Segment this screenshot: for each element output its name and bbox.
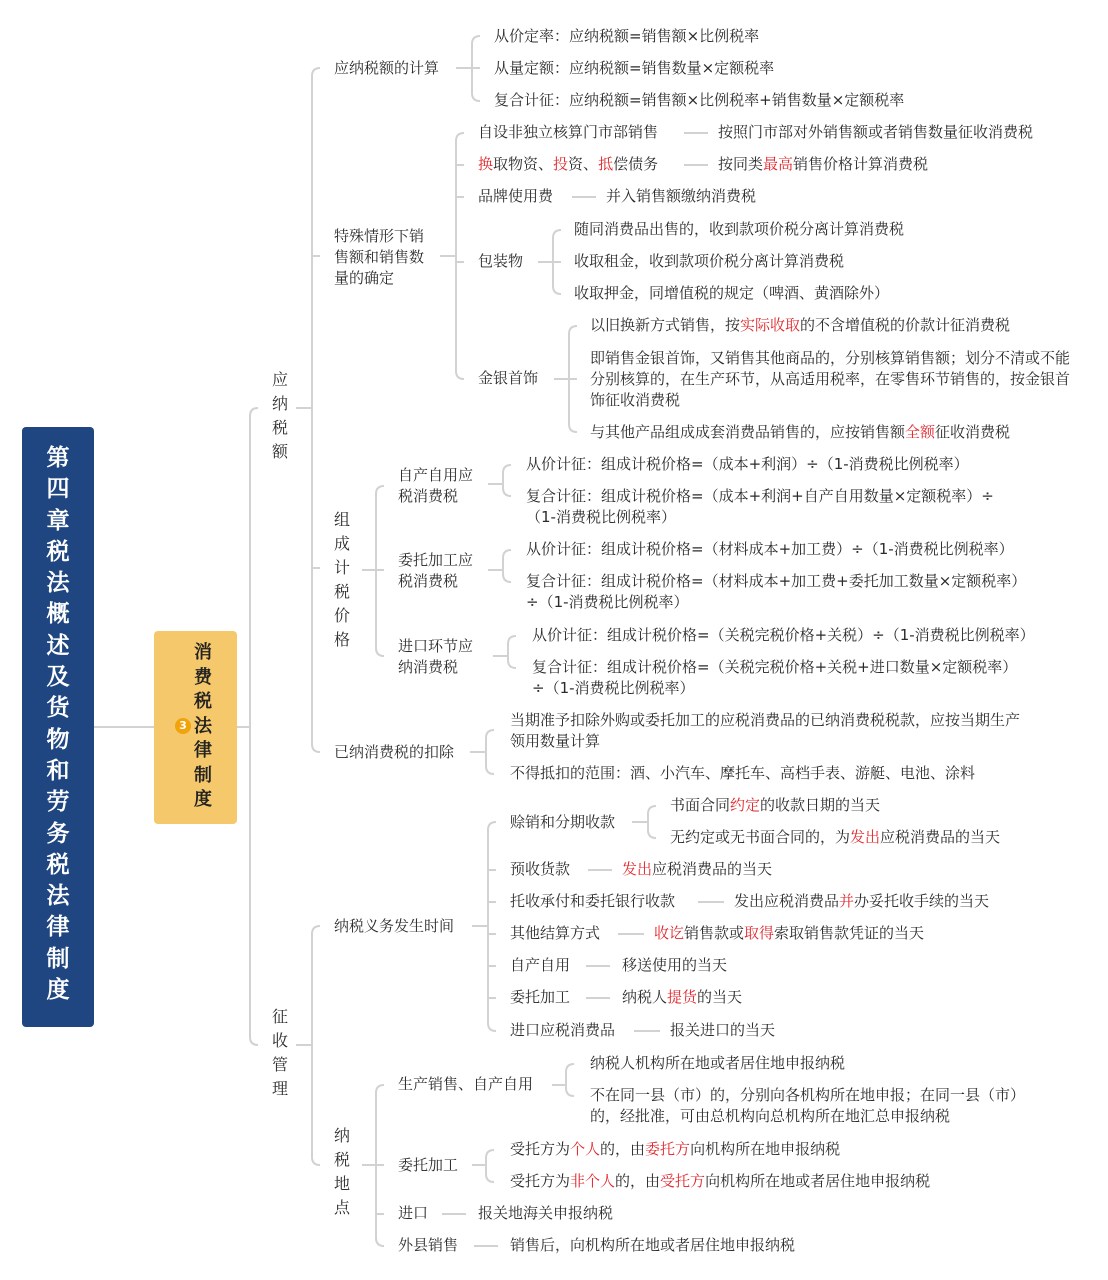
highlight: 最高 <box>763 155 794 173</box>
node-import[interactable]: 进口环节应纳消费税 <box>398 637 474 676</box>
text: 向机构所在地或者居住地申报纳税 <box>705 1172 931 1190</box>
text: 取物资、 <box>493 155 554 173</box>
node-store[interactable]: 自设非独立核算门市部销售 <box>478 123 659 141</box>
node-outside[interactable]: 外县销售 <box>398 1236 459 1254</box>
badge-count: 3 <box>175 718 191 734</box>
node-collection-rule[interactable] <box>734 891 989 912</box>
node-jewelry[interactable]: 金银首饰 <box>478 369 539 387</box>
node-production-item[interactable]: 纳税人机构所在地或者居住地申报纳税 <box>590 1054 846 1072</box>
node-place-import[interactable]: 进口 <box>398 1204 429 1222</box>
highlight: 取得 <box>744 924 775 942</box>
node-place-entrusted-item[interactable] <box>510 1139 840 1160</box>
node-packaging-item[interactable]: 随同消费品出售的，收到款项价税分离计算消费税 <box>574 220 905 238</box>
highlight: 全额 <box>905 423 936 441</box>
text: 偿债务 <box>613 155 659 173</box>
node-packaging[interactable]: 包装物 <box>478 252 524 270</box>
node-timing-entrusted[interactable]: 委托加工 <box>510 988 571 1006</box>
node-import-item[interactable]: 复合计征：组成计税价格=（关税完税价格+关税+进口数量×定额税率）÷（1-消费税比例税率） <box>532 658 1018 697</box>
node-composite[interactable]: 组成计税价格 <box>333 510 350 649</box>
text: 无约定或无书面合同的，为 <box>670 828 851 846</box>
node-entrusted-item[interactable]: 从价计征：组成计税价格=（材料成本+加工费）÷（1-消费税比例税率） <box>526 540 1014 558</box>
node-entrusted[interactable]: 委托加工应税消费税 <box>398 551 474 590</box>
text: 办妥托收手续的当天 <box>854 892 990 910</box>
text: 受托方为 <box>510 1140 571 1158</box>
highlight: 抵 <box>598 155 614 173</box>
node-place[interactable]: 纳税地点 <box>333 1126 350 1217</box>
highlight: 投 <box>553 155 569 173</box>
node-self-use[interactable]: 自产自用应税消费税 <box>398 466 474 505</box>
node-deduction-item[interactable]: 不得抵扣的范围：酒、小汽车、摩托车、高档手表、游艇、电池、涂料 <box>510 764 976 782</box>
node-exchange-rule[interactable] <box>718 154 928 175</box>
text: 发出应税消费品 <box>734 892 840 910</box>
node-timing[interactable]: 纳税义务发生时间 <box>334 917 455 935</box>
node-administration[interactable]: 征收管理 <box>271 1007 288 1098</box>
node-production[interactable]: 生产销售、自产自用 <box>398 1075 534 1093</box>
text: 向机构所在地申报纳税 <box>690 1140 841 1158</box>
text: 以旧换新方式销售，按 <box>590 316 741 334</box>
highlight: 受托方 <box>660 1172 706 1190</box>
highlight: 实际收取 <box>740 316 801 334</box>
text: 的当天 <box>697 988 743 1006</box>
text: 纳税人 <box>622 988 668 1006</box>
node-place-entrusted[interactable]: 委托加工 <box>398 1156 459 1174</box>
highlight: 发出 <box>850 828 881 846</box>
node-self-use-item[interactable]: 复合计征：组成计税价格=（成本+利润+自产自用数量×定额税率）÷（1-消费税比例税率） <box>526 487 994 526</box>
node-jewelry-item[interactable] <box>590 315 1010 336</box>
node-calc[interactable]: 应纳税额的计算 <box>334 59 440 77</box>
text: 与其他产品组成成套消费品销售的，应按销售额 <box>590 423 906 441</box>
node-timing-entrusted-rule[interactable] <box>622 987 742 1008</box>
topic-title: 消费税法律制度 <box>194 642 212 810</box>
highlight: 换 <box>478 155 494 173</box>
highlight: 并 <box>839 892 855 910</box>
node-advance-rule[interactable] <box>622 859 772 880</box>
text: 的不含增值税的价款计征消费税 <box>800 316 1011 334</box>
node-import-item[interactable]: 从价计征：组成计税价格=（关税完税价格+关税）÷（1-消费税比例税率） <box>532 626 1035 644</box>
node-deduction-item[interactable]: 当期准予扣除外购或委托加工的应税消费品的已纳消费税税款，应按当期生产领用数量计算 <box>510 711 1021 750</box>
node-other[interactable]: 其他结算方式 <box>510 924 601 942</box>
node-brand[interactable]: 品牌使用费 <box>478 187 554 205</box>
text: 的收款日期的当天 <box>760 796 881 814</box>
text: 销售款或 <box>684 924 745 942</box>
node-packaging-item[interactable]: 收取押金，同增值税的规定（啤酒、黄酒除外） <box>574 284 890 302</box>
node-tax-amount[interactable]: 应纳税额 <box>271 370 288 461</box>
node-place-import-rule[interactable]: 报关地海关申报纳税 <box>478 1204 614 1222</box>
highlight: 收讫 <box>654 924 685 942</box>
highlight: 委托方 <box>645 1140 691 1158</box>
text: 书面合同 <box>670 796 731 814</box>
node-timing-self-use-rule[interactable]: 移送使用的当天 <box>622 956 728 974</box>
text: 索取销售款凭证的当天 <box>774 924 925 942</box>
node-timing-import-rule[interactable]: 报关进口的当天 <box>670 1021 776 1039</box>
node-calc-item[interactable]: 从价定率：应纳税额=销售额×比例税率 <box>494 27 760 45</box>
text: 的，由 <box>615 1172 661 1190</box>
node-timing-import[interactable]: 进口应税消费品 <box>510 1021 616 1039</box>
node-calc-item[interactable]: 复合计征：应纳税额=销售额×比例税率+销售数量×定额税率 <box>494 91 905 109</box>
text: 征收消费税 <box>935 423 1011 441</box>
node-production-item[interactable]: 不在同一县（市）的，分别向各机构所在地申报；在同一县（市）的，经批准，可由总机构向总机构所在地汇总申报纳税 <box>590 1086 1026 1125</box>
node-calc-item[interactable]: 从量定额：应纳税额=销售数量×定额税率 <box>494 59 775 77</box>
node-credit[interactable]: 赊销和分期收款 <box>510 813 616 831</box>
node-special[interactable]: 特殊情形下销售额和销售数量的确定 <box>334 227 425 287</box>
highlight: 非个人 <box>570 1172 616 1190</box>
highlight: 发出 <box>622 860 653 878</box>
node-other-rule[interactable] <box>654 923 924 944</box>
node-entrusted-item[interactable]: 复合计征：组成计税价格=（材料成本+加工费+委托加工数量×定额税率）÷（1-消费税比例税率） <box>526 572 1027 611</box>
text: 销售价格计算消费税 <box>793 155 929 173</box>
node-place-entrusted-item[interactable] <box>510 1171 930 1192</box>
node-credit-item[interactable] <box>670 827 1000 848</box>
node-packaging-item[interactable]: 收取租金，收到款项价税分离计算消费税 <box>574 252 845 270</box>
node-collection[interactable]: 托收承付和委托银行收款 <box>510 892 676 910</box>
node-brand-rule[interactable]: 并入销售额缴纳消费税 <box>606 187 757 205</box>
node-jewelry-item[interactable]: 即销售金银首饰，又销售其他商品的，分别核算销售额；划分不清或不能分别核算的，在生产环节，从高适用税率，在零售环节销售的，按金银首饰征收消费税 <box>590 349 1071 409</box>
node-timing-self-use[interactable]: 自产自用 <box>510 956 571 974</box>
text: 的，由 <box>600 1140 646 1158</box>
topic-node[interactable] <box>154 631 237 824</box>
root-title: 第四章税法概述及货物和劳务税法律制度 <box>46 445 70 1004</box>
node-deduction[interactable]: 已纳消费税的扣除 <box>334 743 455 761</box>
node-store-rule[interactable]: 按照门市部对外销售额或者销售数量征收消费税 <box>718 123 1034 141</box>
highlight: 提货 <box>667 988 698 1006</box>
node-outside-rule[interactable]: 销售后，向机构所在地或者居住地申报纳税 <box>510 1236 796 1254</box>
node-jewelry-item[interactable] <box>590 422 1010 443</box>
root-node[interactable] <box>22 427 94 1027</box>
highlight: 约定 <box>730 796 761 814</box>
text: 受托方为 <box>510 1172 571 1190</box>
text: 按同类 <box>718 155 764 173</box>
node-credit-item[interactable] <box>670 795 880 816</box>
node-advance[interactable]: 预收货款 <box>510 860 571 878</box>
highlight: 个人 <box>570 1140 601 1158</box>
text: 应税消费品的当天 <box>652 860 773 878</box>
text: 资、 <box>568 155 599 173</box>
node-self-use-item[interactable]: 从价计征：组成计税价格=（成本+利润）÷（1-消费税比例税率） <box>526 455 969 473</box>
node-exchange[interactable] <box>478 154 658 175</box>
text: 应税消费品的当天 <box>880 828 1001 846</box>
